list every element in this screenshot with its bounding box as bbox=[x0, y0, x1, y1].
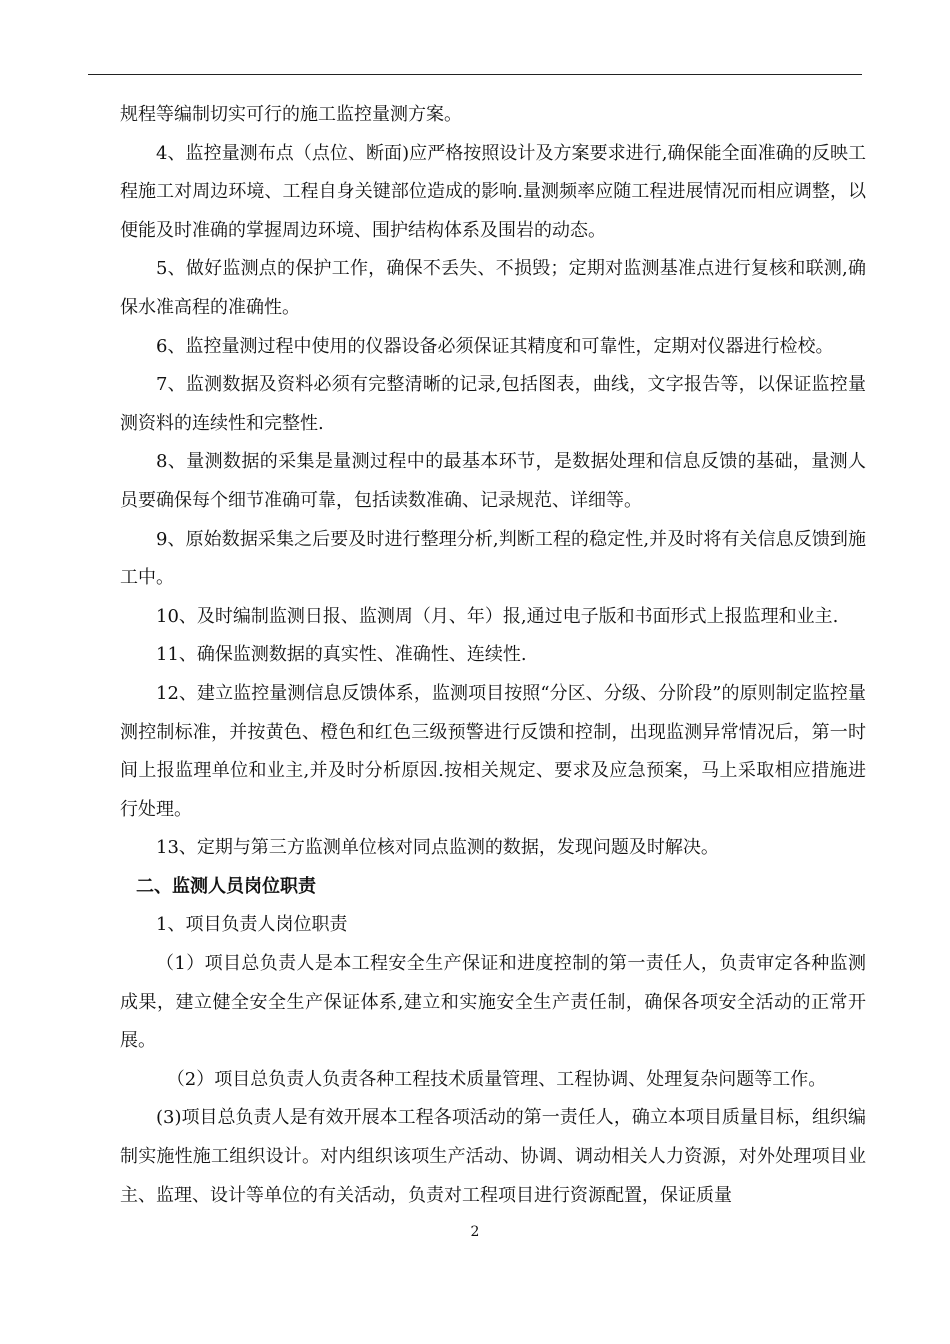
paragraph-item-8: 8、量测数据的采集是量测过程中的最基本环节，是数据处理和信息反馈的基础，量测人员要确保每个细节准确可靠，包括读数准确、记录规范、详细等。 bbox=[120, 451, 866, 511]
section-heading: 二、监测人员岗位职责 bbox=[136, 875, 316, 897]
page-number: 2 bbox=[470, 1224, 480, 1240]
paragraph-item-11: 11、确保监测数据的真实性、准确性、连续性. bbox=[156, 644, 527, 666]
paragraph-item-9: 9、原始数据采集之后要及时进行整理分析,判断工程的稳定性,并及时将有关信息反馈到施工中。 bbox=[120, 528, 866, 589]
duty-item-1: （1）项目总负责人是本工程安全生产保证和进度控制的第一责任人，负责审定各种监测成果，建立健全安全生产保证体系,建立和实施安全生产责任制，确保各项安全活动的正常开展。 bbox=[120, 953, 866, 1052]
document-body bbox=[120, 96, 866, 1215]
duty-item-2: （2）项目总负责人负责各种工程技术质量管理、工程协调、处理复杂问题等工作。 bbox=[166, 1068, 827, 1090]
paragraph-item-13: 13、定期与第三方监测单位核对同点监测的数据，发现问题及时解决。 bbox=[156, 837, 719, 859]
subsection-title: 1、项目负责人岗位职责 bbox=[156, 914, 348, 936]
paragraph-item-10: 10、及时编制监测日报、监测周（月、年）报,通过电子版和书面形式上报监理和业主. bbox=[156, 605, 839, 627]
header-rule bbox=[88, 74, 862, 75]
paragraph-item-12: 12、建立监控量测信息反馈体系，监测项目按照“分区、分级、分阶段”的原则制定监控量测控制标准，并按黄色、橙色和红色三级预警进行反馈和控制，出现监测异常情况后，第一时间上报监理单位和业主,并及时分析原因.按相关规定、要求及应急预案，马上采取相应措施进行处理。 bbox=[120, 682, 866, 820]
duty-item-3: (3)项目总负责人是有效开展本工程各项活动的第一责任人，确立本项目质量目标，组织编制实施性施工组织设计。对内组织该项生产活动、协调、调动相关人力资源，对外处理项目业主、监理、设计等单位的有关活动，负责对工程项目进行资源配置，保证质量 bbox=[120, 1107, 866, 1206]
paragraph-item-6: 6、监控量测过程中使用的仪器设备必须保证其精度和可靠性，定期对仪器进行检校。 bbox=[156, 335, 834, 357]
paragraph-item-7: 7、监测数据及资料必须有完整清晰的记录,包括图表，曲线，文字报告等，以保证监控量测资料的连续性和完整性. bbox=[120, 374, 866, 434]
paragraph-item-4: 4、监控量测布点（点位、断面)应严格按照设计及方案要求进行,确保能全面准确的反映工程施工对周边环境、工程自身关键部位造成的影响.量测频率应随工程进展情况而相应调整，以便能及时准确的掌握周边环境、围护结构体系及围岩的动态。 bbox=[120, 142, 866, 241]
paragraph-item-5: 5、做好监测点的保护工作，确保不丢失、不损毁；定期对监测基准点进行复核和联测,确保水准高程的准确性。 bbox=[120, 258, 866, 318]
paragraph-continuation: 规程等编制切实可行的施工监控量测方案。 bbox=[120, 104, 462, 125]
